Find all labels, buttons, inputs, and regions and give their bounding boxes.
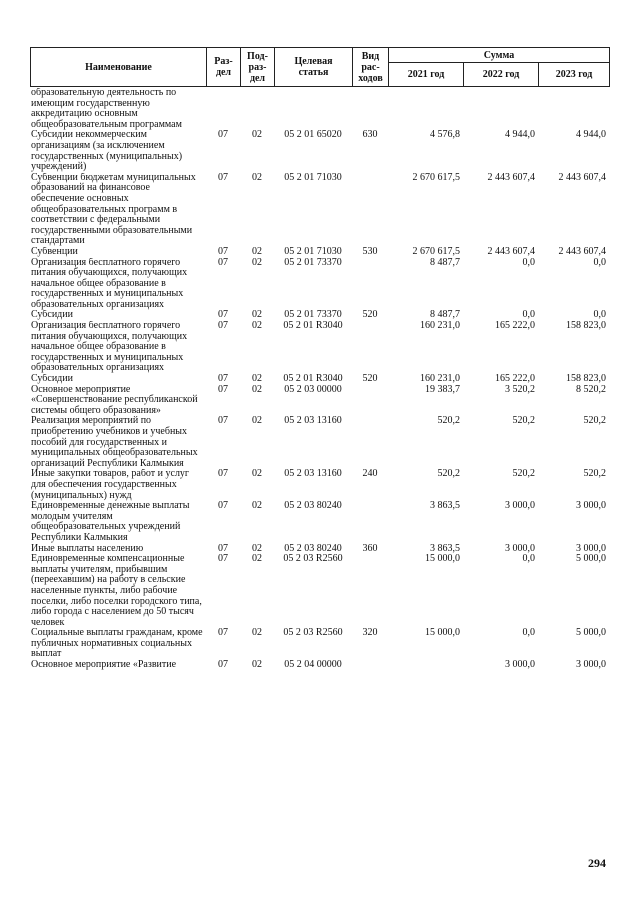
cell-vr: 240 [362,469,378,480]
cell-pr: 02 [252,246,262,257]
cell-s3: 5 000,0 [576,554,606,565]
table-row [30,628,609,660]
header-2022: 2022 год [464,63,539,87]
table-row [30,173,609,247]
cell-s3: 3 000,0 [576,543,606,554]
page-number: 294 [588,856,606,870]
cell-rz: 07 [218,130,228,141]
cell-cs: 05 2 03 80240 [284,501,342,512]
cell-name: Единовременные компенсационные выплаты учителям, прибывшим (переехавшим) на работу в сельские населенные пункты, либо рабочие поселки, либо поселки городского типа, либо города с населением до 50 тысяч человек [31,554,202,628]
cell-rz: 07 [218,384,228,395]
cell-s1: 2 670 617,5 [412,172,460,183]
cell-cs: 05 2 01 R3040 [283,374,343,385]
cell-rz: 07 [218,501,228,512]
cell-s1: 520,2 [437,469,460,480]
cell-cs: 05 2 01 65020 [284,130,342,141]
header-vid: Вид рас- ходов [353,48,389,87]
table-row [30,247,609,258]
cell-rz: 07 [218,554,228,565]
cell-pr: 02 [252,384,262,395]
table-row [30,130,609,172]
cell-rz: 07 [218,628,228,639]
cell-s2: 0,0 [522,628,535,639]
cell-rz [206,88,240,130]
cell-rz: 07 [218,374,228,385]
cell-vr: 520 [362,310,378,321]
cell-name: Субсидии [31,374,73,385]
header-2021: 2021 год [389,63,464,87]
cell-s3: 4 944,0 [576,130,606,141]
cell-vr: 360 [362,543,378,554]
cell-name: Субсидии [31,310,73,321]
cell-s2: 520,2 [512,469,535,480]
table-row [30,544,609,555]
cell-name: Социальные выплаты гражданам, кроме публичных нормативных социальных выплат [31,628,203,660]
cell-pr: 02 [252,172,262,183]
cell-s1: 2 670 617,5 [412,246,460,257]
cell-vr [352,258,388,311]
cell-vr [352,660,388,671]
cell-name: Единовременные денежные выплаты молодым учителям общеобразовательных учреждений Республики Калмыкия [31,501,190,543]
cell-s3: 520,2 [583,469,606,480]
cell-s3: 520,2 [583,416,606,427]
header-podrazdel: Под- раз- дел [241,48,275,87]
cell-name: Иные выплаты населению [31,543,144,554]
cell-pr [240,88,274,130]
cell-s3: 0,0 [593,257,606,268]
cell-s1: 3 863,5 [430,543,460,554]
cell-cs [274,88,352,130]
cell-s3: 3 000,0 [576,660,606,671]
table-row [30,374,609,385]
cell-vr [352,501,388,543]
cell-pr: 02 [252,628,262,639]
cell-name: Субсидии некоммерческим организациям (за исключением государственных (муниципальных) учреждений) [31,130,183,173]
cell-cs: 05 2 03 R2560 [283,554,343,565]
cell-s2: 520,2 [512,416,535,427]
table-row [30,469,609,501]
cell-rz: 07 [218,321,228,332]
cell-pr: 02 [252,501,262,512]
cell-rz: 07 [218,257,228,268]
cell-cs: 05 2 04 00000 [284,660,342,671]
cell-s3 [538,88,609,130]
cell-vr [352,385,388,417]
cell-s2: 4 944,0 [505,130,535,141]
cell-s1: 160 231,0 [420,321,460,332]
cell-s2: 0,0 [522,554,535,565]
cell-s1: 8 487,7 [430,257,460,268]
cell-s3: 5 000,0 [576,628,606,639]
cell-s3: 158 823,0 [566,374,606,385]
cell-name: образовательную деятельность по имеющим государственную аккредитацию основным общеобразовательным программам [31,88,182,130]
cell-vr: 520 [362,374,378,385]
cell-name: Основное мероприятие «Развитие [31,660,177,671]
table-row [30,88,609,130]
cell-s2: 0,0 [522,257,535,268]
cell-pr: 02 [252,554,262,565]
cell-s2: 2 443 607,4 [487,172,535,183]
cell-pr: 02 [252,543,262,554]
header-2023: 2023 год [539,63,610,87]
cell-s3: 0,0 [593,310,606,321]
cell-name: Иные закупки товаров, работ и услуг для обеспечения государственных (муниципальных) нужд [31,469,190,501]
cell-pr: 02 [252,310,262,321]
cell-s2 [463,88,538,130]
cell-s1: 8 487,7 [430,310,460,321]
cell-cs: 05 2 03 13160 [284,469,342,480]
cell-s3: 3 000,0 [576,501,606,512]
cell-vr [352,88,388,130]
cell-cs: 05 2 03 13160 [284,416,342,427]
cell-cs: 05 2 01 71030 [284,172,342,183]
cell-pr: 02 [252,416,262,427]
header-name: Наименование [31,48,207,87]
cell-s3: 2 443 607,4 [558,172,606,183]
cell-s1: 4 576,8 [430,130,460,141]
cell-vr [352,416,388,469]
table-row [30,416,609,469]
cell-s3: 158 823,0 [566,321,606,332]
cell-s1: 3 863,5 [430,501,460,512]
cell-s1: 15 000,0 [425,554,460,565]
cell-rz: 07 [218,246,228,257]
cell-s2: 3 000,0 [505,543,535,554]
header-summa: Сумма [389,48,610,63]
cell-s3: 8 520,2 [576,384,606,395]
cell-s2: 165 222,0 [495,374,535,385]
cell-s1 [388,88,463,130]
cell-s1 [388,660,463,671]
cell-vr [352,554,388,628]
table-row [30,321,609,374]
cell-s1: 160 231,0 [420,374,460,385]
table-row [30,501,609,543]
cell-rz: 07 [218,660,228,671]
cell-rz: 07 [218,469,228,480]
cell-rz: 07 [218,172,228,183]
budget-table [30,88,609,671]
cell-cs: 05 2 03 R2560 [283,628,343,639]
cell-rz: 07 [218,416,228,427]
cell-cs: 05 2 01 73370 [284,310,342,321]
cell-name: Субвенции [31,246,78,257]
cell-cs: 05 2 03 80240 [284,543,342,554]
cell-s1: 520,2 [437,416,460,427]
cell-cs: 05 2 01 R3040 [283,321,343,332]
cell-name: Субвенции бюджетам муниципальных образований на финансовое обеспечение основных общеобразовательных программ в соответствии с федеральными государственными образовательными стандартами [31,172,196,247]
cell-name: Организация бесплатного горячего питания обучающихся, получающих начальное общее образование в государственных и муниципальных образовательных организациях [31,321,188,374]
cell-rz: 07 [218,543,228,554]
header-celevaya: Целевая статья [275,48,353,87]
cell-s1: 15 000,0 [425,628,460,639]
cell-cs: 05 2 01 71030 [284,246,342,257]
cell-s2: 0,0 [522,310,535,321]
cell-name: Основное мероприятие «Совершенствование республиканской системы общего образования» [31,384,198,416]
cell-rz: 07 [218,310,228,321]
cell-pr: 02 [252,257,262,268]
table-row [30,258,609,311]
table-row [30,385,609,417]
cell-pr: 02 [252,130,262,141]
cell-pr: 02 [252,469,262,480]
cell-s1: 19 383,7 [425,384,460,395]
cell-vr: 630 [362,130,378,141]
table-row [30,310,609,321]
cell-vr [352,173,388,247]
cell-pr: 02 [252,321,262,332]
cell-s2: 165 222,0 [495,321,535,332]
cell-s3: 2 443 607,4 [558,246,606,257]
table-header [30,47,610,87]
cell-cs: 05 2 01 73370 [284,257,342,268]
table-row [30,554,609,628]
cell-name: Реализация мероприятий по приобретению учебников и учебных пособий для государственных и муниципальных общеобразовательных организаций Республики Калмыкия [31,416,198,469]
table-row [30,660,609,671]
header-razdel: Раз- дел [207,48,241,87]
cell-pr: 02 [252,374,262,385]
cell-vr [352,321,388,374]
cell-s2: 3 000,0 [505,660,535,671]
cell-vr: 530 [362,246,378,257]
cell-vr: 320 [362,628,378,639]
cell-pr: 02 [252,660,262,671]
cell-name: Организация бесплатного горячего питания обучающихся, получающих начальное общее образование в государственных и муниципальных образовательных организациях [31,257,188,310]
cell-s2: 3 520,2 [505,384,535,395]
cell-s2: 2 443 607,4 [487,246,535,257]
cell-cs: 05 2 03 00000 [284,384,342,395]
cell-s2: 3 000,0 [505,501,535,512]
